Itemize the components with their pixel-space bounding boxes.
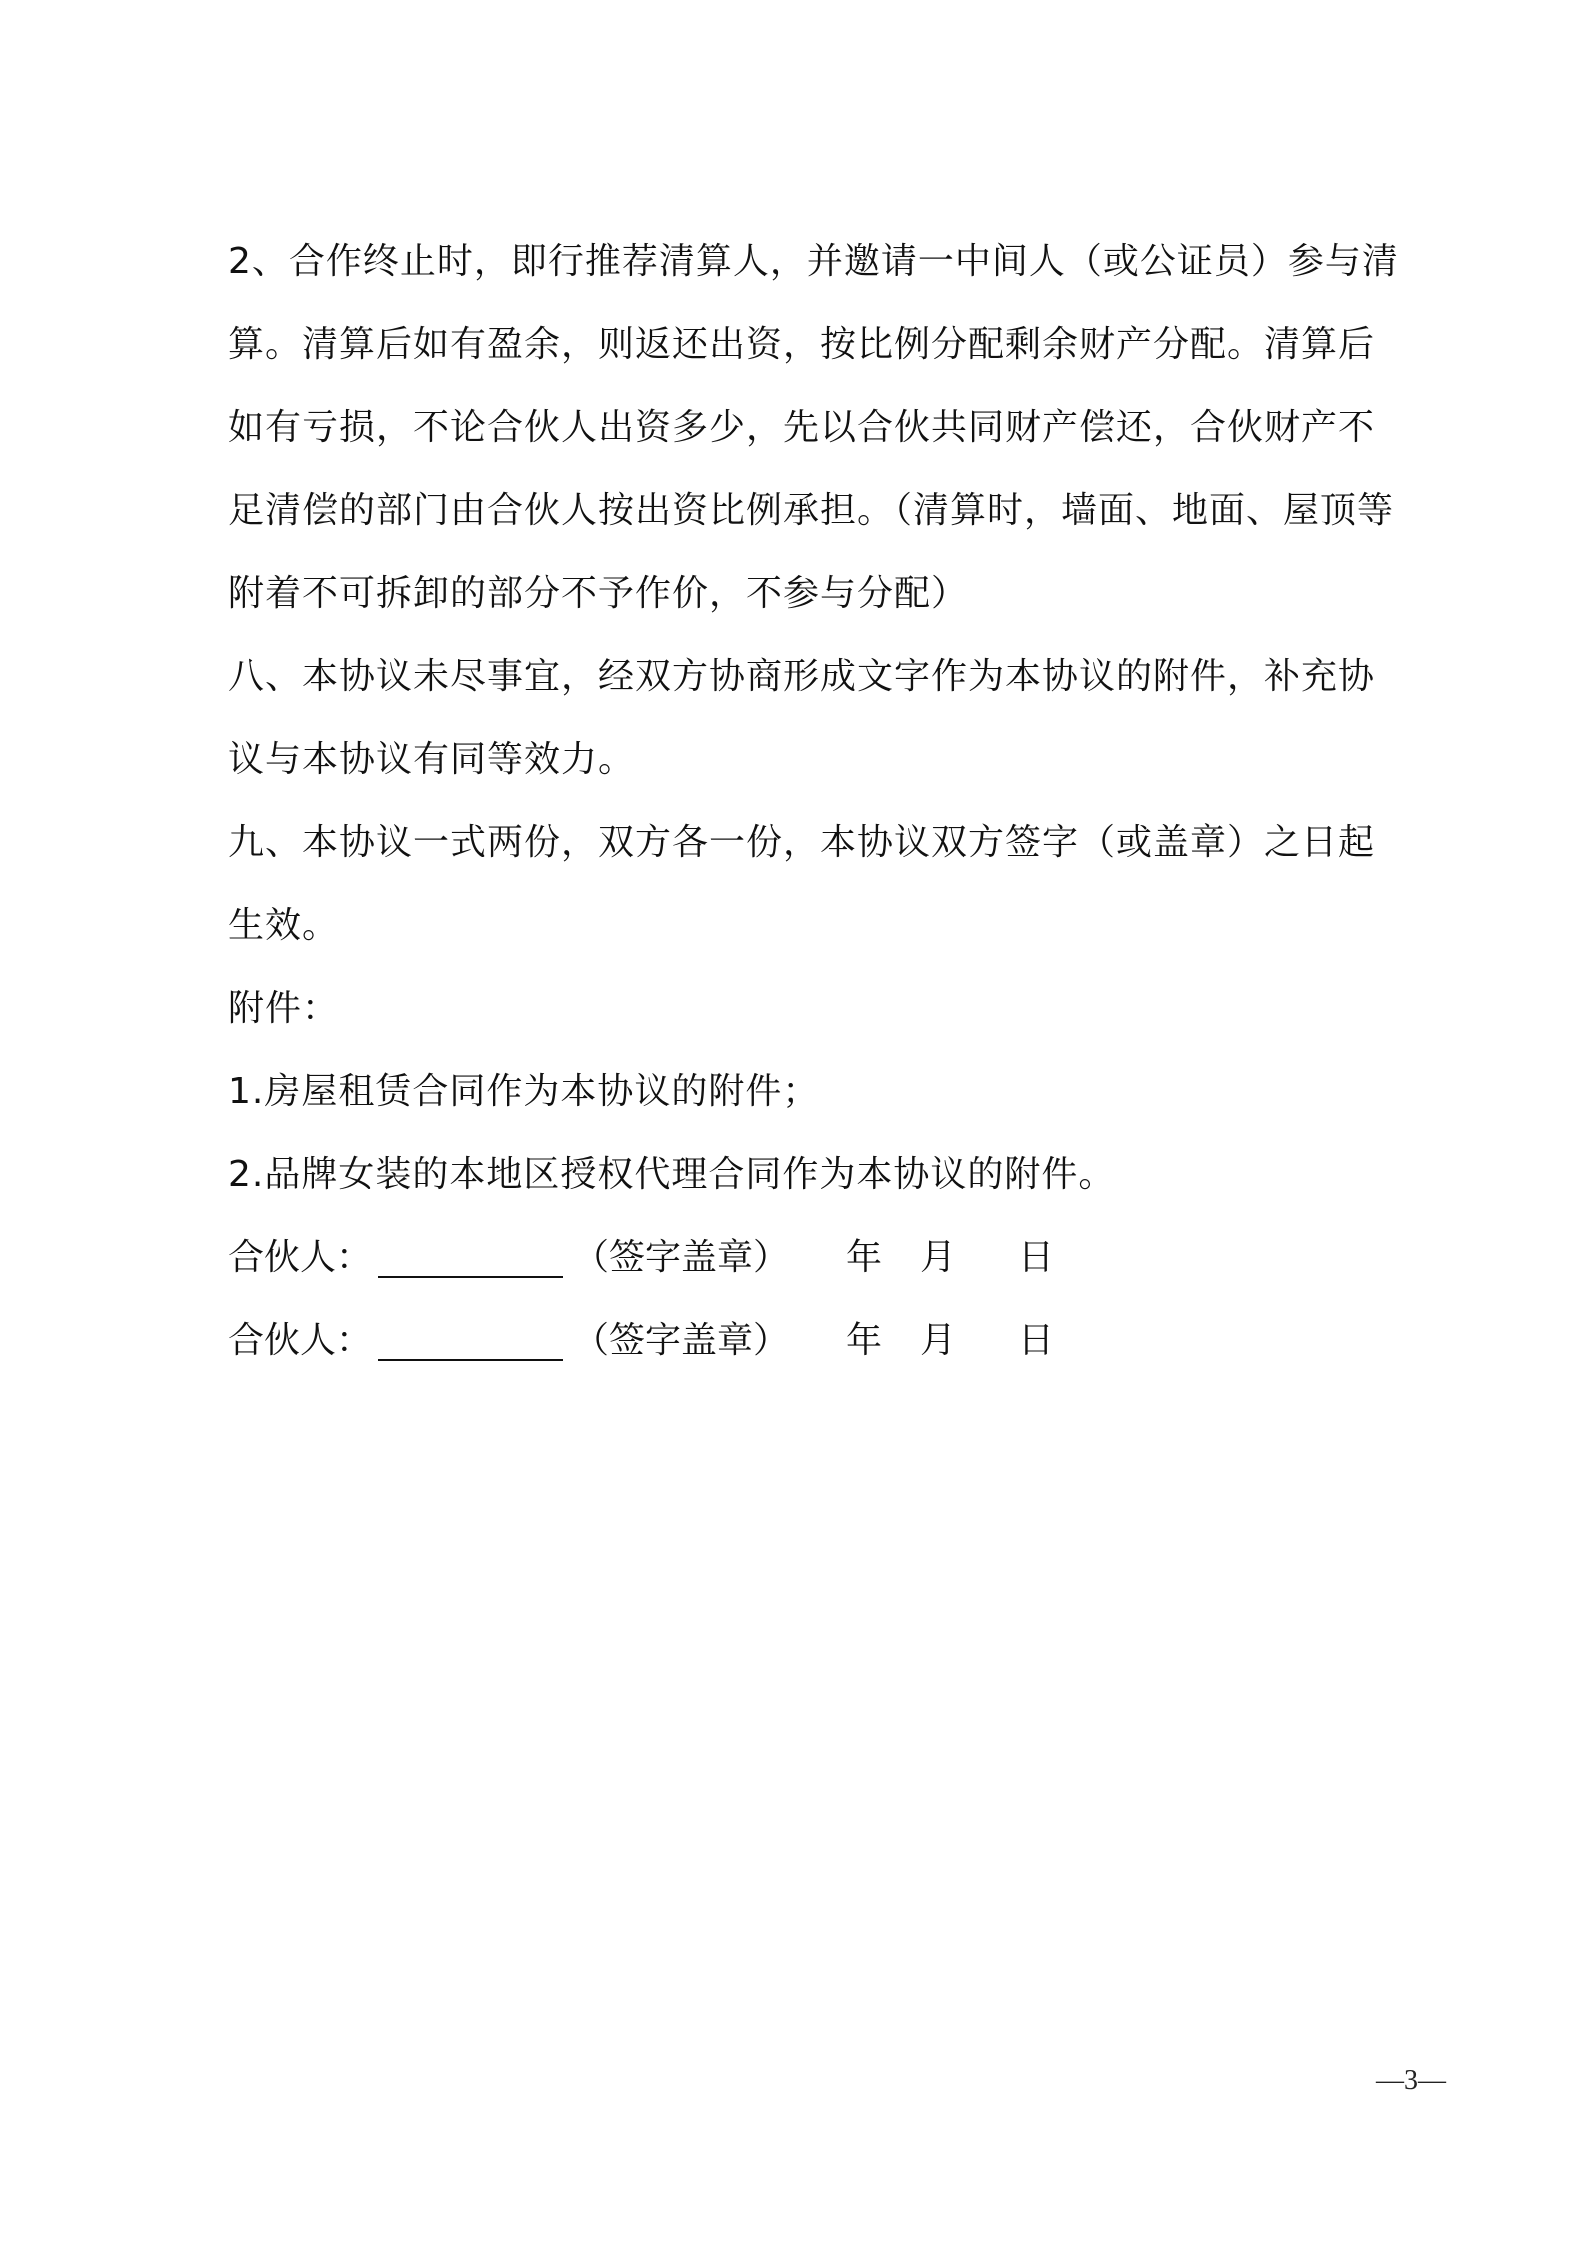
seal-note: （签字盖章） [573, 1320, 790, 1361]
body-line: 足清偿的部门由合伙人按出资比例承担。（清算时，墙面、地面、屋顶等 [228, 490, 1395, 531]
date-month-label: 月 [920, 1237, 957, 1278]
page-number: —3— [1376, 2065, 1446, 2096]
body-line: 议与本协议有同等效力。 [228, 739, 636, 780]
body-line: 算。清算后如有盈余，则返还出资，按比例分配剩余财产分配。清算后 [228, 324, 1376, 365]
date-year-label: 年 [846, 1320, 883, 1361]
attachments-heading: 附件： [228, 988, 340, 1029]
date-day-label: 日 [1018, 1237, 1055, 1278]
body-line: 生效。 [228, 905, 340, 946]
signature-blank-line [378, 1276, 563, 1278]
partner-label: 合伙人： [228, 1237, 373, 1278]
attachment-item: 2.品牌女装的本地区授权代理合同作为本协议的附件。 [228, 1154, 1116, 1195]
partner-label: 合伙人： [228, 1320, 373, 1361]
body-line: 如有亏损，不论合伙人出资多少，先以合伙共同财产偿还，合伙财产不 [228, 407, 1376, 448]
attachment-item: 1.房屋租赁合同作为本协议的附件； [228, 1071, 820, 1112]
date-month-label: 月 [920, 1320, 957, 1361]
signature-blank-line [378, 1359, 563, 1361]
body-line: 2、合作终止时，即行推荐清算人，并邀请一中间人（或公证员）参与清 [228, 241, 1399, 282]
body-line: 附着不可拆卸的部分不予作价，不参与分配） [228, 573, 969, 614]
date-day-label: 日 [1018, 1320, 1055, 1361]
seal-note: （签字盖章） [573, 1237, 790, 1278]
body-line: 九、本协议一式两份，双方各一份，本协议双方签字（或盖章）之日起 [228, 822, 1376, 863]
date-year-label: 年 [846, 1237, 883, 1278]
body-line: 八、本协议未尽事宜，经双方协商形成文字作为本协议的附件，补充协 [228, 656, 1376, 697]
